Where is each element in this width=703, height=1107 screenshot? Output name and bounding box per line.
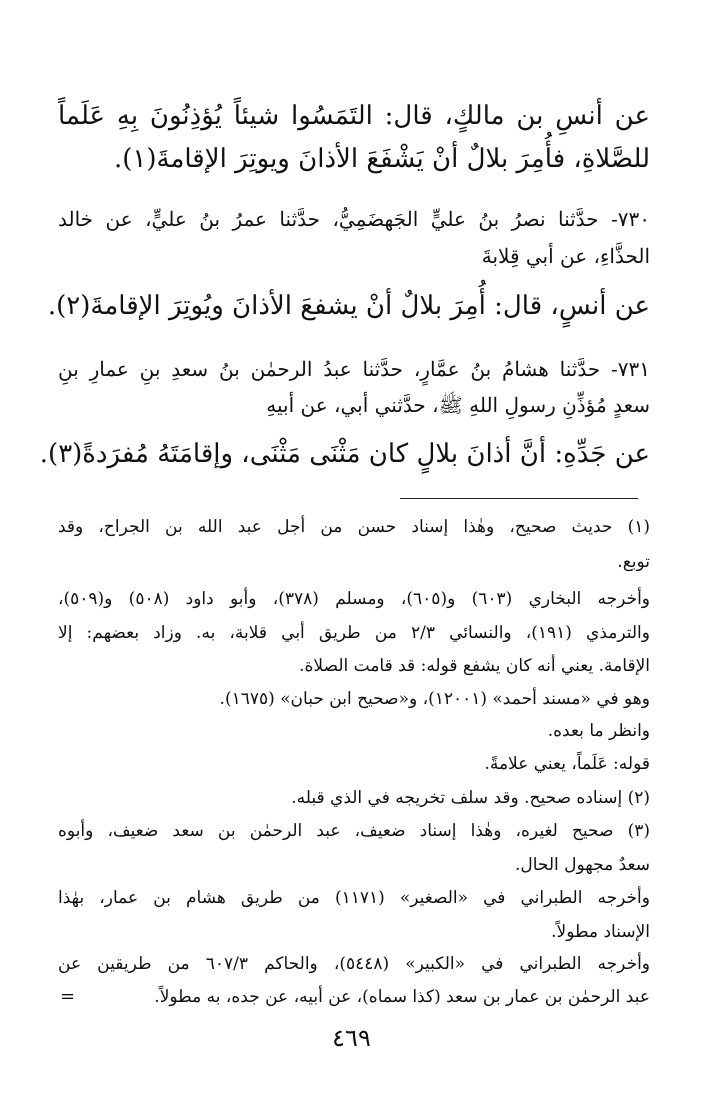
page-number: ٤٦٩ bbox=[332, 1024, 371, 1052]
footnote-2-line-1: (٢) إسناده صحيح. وقد سلف تخريجه في الذي قبله. bbox=[291, 788, 650, 808]
footnote-1-line-6: وهو في «مسند أحمد» (١٢٠٠١)، و«صحيح ابن حبان» (١٦٧٥). bbox=[219, 689, 650, 709]
hadith-731-chain-line-1: ٧٣١- حدَّثنا هشامُ بنُ عمَّارٍ، حدَّثنا عبدُ الرحمٰن بنُ سعدِ بنِ عمارِ بنِ bbox=[58, 357, 650, 381]
hadith-730-chain-line-1: ٧٣٠- حدَّثنا نصرُ بنُ عليٍّ الجَهضَمِيُّ، حدَّثنا عمرُ بنُ عليٍّ، عن خالد bbox=[58, 207, 650, 231]
continuation-mark: = bbox=[60, 986, 76, 1007]
footnote-1-line-5: الإقامة. يعني أنه كان يشفع قوله: قد قامت الصلاة. bbox=[299, 656, 650, 676]
footnote-1-line-3: وأخرجه البخاري (٦٠٣) و(٦٠٥)، ومسلم (٣٧٨)، وأبو داود (٥٠٨) و(٥٠٩)، bbox=[58, 589, 651, 609]
footnote-3-line-1: (٣) صحيح لغيره، وهٰذا إسناد ضعيف، عبد الرحمٰن بن سعد ضعيف، وأبوه bbox=[58, 821, 650, 841]
footnote-1-line-1: (١) حديث صحيح، وهٰذا إسناد حسن من أجل عبد الله بن الجراح، وقد bbox=[58, 517, 650, 537]
hadith-729-line-2: للصَّلاةِ، فأُمِرَ بلالٌ أنْ يَشْفَعَ الأذانَ ويوتِرَ الإقامةَ(١). bbox=[113, 144, 650, 174]
hadith-730-text: عن أنسٍ، قال: أُمِرَ بلالٌ أنْ يشفعَ الأذانَ ويُوتِرَ الإقامةَ(٢). bbox=[47, 291, 650, 321]
hadith-731-chain-line-2: سعدٍ مُؤذِّنِ رسولِ اللهِ ﷺ، حدَّثني أبي، عن أبيهِ bbox=[266, 393, 650, 417]
footnote-1-line-7: وانظر ما بعده. bbox=[547, 721, 650, 741]
footnote-1-line-2: توبع. bbox=[617, 552, 650, 572]
hadith-731-text: عن جَدِّهِ: أنَّ أذانَ بلالٍ كان مَثْنَى مَثْنَى، وإقامَتَهُ مُفرَدةً(٣). bbox=[39, 439, 650, 469]
footnote-1-line-4: والترمذي (١٩١)، والنسائي ٢/٣ من طريق أبي قلابة، به. وزاد بعضهم: إلا bbox=[58, 623, 650, 643]
footnote-separator bbox=[400, 498, 638, 499]
footnote-3-line-6: عبد الرحمٰن بن عمار بن سعد (كذا سماه)، عن أبيه، عن جده، به مطولاً. bbox=[154, 987, 650, 1007]
footnote-3-line-3: وأخرجه الطبراني في «الصغير» (١١٧١) من طريق هشام بن عمار، بهٰذا bbox=[58, 888, 650, 908]
footnote-3-line-5: وأخرجه الطبراني في «الكبير» (٥٤٤٨)، والحاكم ٦٠٧/٣ من طريقين عن bbox=[58, 954, 651, 974]
footnote-3-line-4: الإسناد مطولاً. bbox=[551, 922, 650, 942]
footnote-3-line-2: سعدٌ مجهول الحال. bbox=[514, 855, 650, 875]
hadith-730-chain-line-2: الحذَّاءِ، عن أبي قِلابةَ bbox=[481, 244, 650, 268]
footnote-1-line-8: قوله: عَلَماً، يعني علامةً. bbox=[484, 754, 650, 774]
hadith-729-line-1: عن أنسِ بن مالكٍ، قال: التَمَسُوا شيئاً يُؤذِنُونَ بِهِ عَلَماً bbox=[58, 101, 650, 131]
